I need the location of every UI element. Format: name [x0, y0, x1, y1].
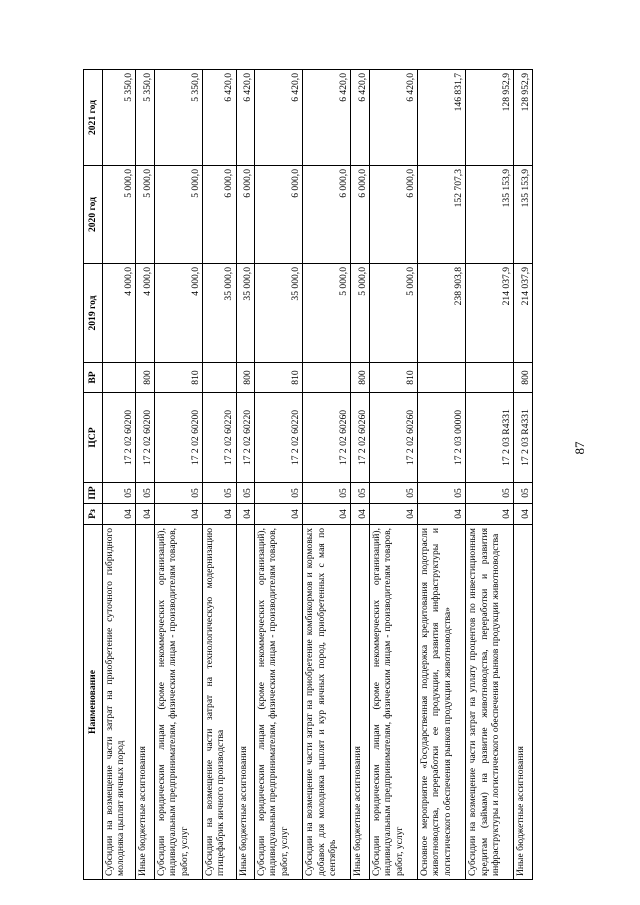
page-number: 87	[572, 441, 587, 455]
cell-csr: 17 2 02 60220	[203, 393, 236, 483]
cell-y2019: 5 000,0	[351, 264, 370, 363]
table-row	[418, 70, 466, 880]
cell-pr: 05	[514, 483, 533, 504]
cell-y2020: 6 000,0	[351, 166, 370, 264]
cell-y2019: 4 000,0	[136, 264, 155, 363]
cell-y2019: 214 037,9	[514, 264, 533, 363]
cell-rz: 04	[351, 504, 370, 525]
cell-vr	[418, 363, 466, 393]
cell-pr: 05	[255, 483, 303, 504]
cell-csr: 17 2 03 R4331	[466, 393, 514, 483]
cell-y2020: 135 153,9	[514, 166, 533, 264]
cell-rz: 04	[255, 504, 303, 525]
cell-pr: 05	[136, 483, 155, 504]
cell-rz: 04	[236, 504, 255, 525]
cell-name: Субсидии юридическим лицам (кроме некоммерческих организаций), индивидуальным предпринимателям, физическим лицам - производителям товаров, работ, услуг	[370, 525, 418, 880]
cell-vr: 810	[255, 363, 303, 393]
header-2019: 2019 год	[84, 264, 103, 363]
cell-y2021: 5 350,0	[155, 70, 203, 166]
cell-pr: 05	[236, 483, 255, 504]
cell-name: Субсидии юридическим лицам (кроме некоммерческих организаций), индивидуальным предпринимателям, физическим лицам - производителям товаров, работ, услуг	[155, 525, 203, 880]
cell-y2020: 6 000,0	[370, 166, 418, 264]
table-row	[466, 70, 514, 880]
cell-y2020: 152 707,3	[418, 166, 466, 264]
cell-y2021: 6 420,0	[236, 70, 255, 166]
table-row	[236, 70, 255, 880]
cell-y2019: 4 000,0	[155, 264, 203, 363]
cell-pr: 05	[418, 483, 466, 504]
cell-name: Субсидии на возмещение части затрат на приобретение суточного гибридного молодняка цыплят яичных пород	[103, 525, 136, 880]
cell-y2019: 35 000,0	[203, 264, 236, 363]
cell-rz: 04	[203, 504, 236, 525]
cell-vr: 800	[136, 363, 155, 393]
cell-y2020: 135 153,9	[466, 166, 514, 264]
cell-csr: 17 2 03 R4331	[514, 393, 533, 483]
cell-vr	[203, 363, 236, 393]
cell-y2021: 146 831,7	[418, 70, 466, 166]
cell-pr: 05	[351, 483, 370, 504]
cell-csr: 17 2 02 60260	[303, 393, 351, 483]
cell-name: Субсидии на возмещение части затрат на приобретение комбикормов и кормовых добавок для молодняка цыплят и кур яичных пород, приобретенных с мая по сентябрь	[303, 525, 351, 880]
cell-y2020: 6 000,0	[236, 166, 255, 264]
cell-name: Основное мероприятие «Государственная поддержка кредитования подотрасли животноводства, переработки ее продукции, развития инфраструктуры и логистического обеспечения рынков продукции животноводства»	[418, 525, 466, 880]
header-pr: ПР	[84, 483, 103, 504]
table-row	[351, 70, 370, 880]
cell-vr	[103, 363, 136, 393]
cell-csr: 17 2 02 60220	[236, 393, 255, 483]
header-2021: 2021 год	[84, 70, 103, 166]
cell-y2021: 6 420,0	[255, 70, 303, 166]
cell-y2019: 5 000,0	[303, 264, 351, 363]
cell-rz: 04	[466, 504, 514, 525]
table-row	[303, 70, 351, 880]
cell-y2021: 6 420,0	[351, 70, 370, 166]
cell-name: Субсидии на возмещение части затрат на уплату процентов по инвестиционным кредитам (займам) на развитие животноводства, переработки и развития инфраструктуры и логистического обеспечения рынков продукции животноводства	[466, 525, 514, 880]
table-row	[136, 70, 155, 880]
header-2020: 2020 год	[84, 166, 103, 264]
cell-y2020: 5 000,0	[155, 166, 203, 264]
cell-name: Субсидии юридическим лицам (кроме некоммерческих организаций), индивидуальным предпринимателям, физическим лицам - производителям товаров, работ, услуг	[255, 525, 303, 880]
cell-vr	[466, 363, 514, 393]
cell-y2019: 238 903,8	[418, 264, 466, 363]
cell-y2020: 5 000,0	[103, 166, 136, 264]
cell-vr: 800	[236, 363, 255, 393]
table-row	[155, 70, 203, 880]
cell-pr: 05	[203, 483, 236, 504]
cell-name: Иные бюджетные ассигнования	[236, 525, 255, 880]
cell-csr: 17 2 03 00000	[418, 393, 466, 483]
cell-csr: 17 2 02 60260	[351, 393, 370, 483]
cell-csr: 17 2 02 60220	[255, 393, 303, 483]
cell-vr: 800	[514, 363, 533, 393]
budget-table	[83, 69, 533, 880]
table-header-row	[84, 70, 103, 880]
cell-y2021: 6 420,0	[203, 70, 236, 166]
cell-y2019: 5 000,0	[370, 264, 418, 363]
rotated-page-content	[83, 70, 533, 880]
table-row	[255, 70, 303, 880]
cell-name: Иные бюджетные ассигнования	[351, 525, 370, 880]
cell-csr: 17 2 02 60260	[370, 393, 418, 483]
table-row	[103, 70, 136, 880]
cell-rz: 04	[303, 504, 351, 525]
cell-rz: 04	[418, 504, 466, 525]
cell-y2019: 35 000,0	[255, 264, 303, 363]
cell-vr: 800	[351, 363, 370, 393]
cell-pr: 05	[303, 483, 351, 504]
table-row	[370, 70, 418, 880]
cell-pr: 05	[155, 483, 203, 504]
table-row	[203, 70, 236, 880]
cell-y2020: 6 000,0	[203, 166, 236, 264]
table-row	[514, 70, 533, 880]
header-vr: ВР	[84, 363, 103, 393]
cell-rz: 04	[155, 504, 203, 525]
cell-pr: 05	[466, 483, 514, 504]
cell-y2019: 4 000,0	[103, 264, 136, 363]
cell-vr	[303, 363, 351, 393]
cell-rz: 04	[136, 504, 155, 525]
cell-name: Иные бюджетные ассигнования	[514, 525, 533, 880]
cell-rz: 04	[514, 504, 533, 525]
cell-y2021: 5 350,0	[136, 70, 155, 166]
cell-pr: 05	[103, 483, 136, 504]
cell-y2021: 6 420,0	[303, 70, 351, 166]
cell-vr: 810	[155, 363, 203, 393]
header-csr: ЦСР	[84, 393, 103, 483]
cell-y2021: 6 420,0	[370, 70, 418, 166]
cell-y2020: 6 000,0	[303, 166, 351, 264]
cell-rz: 04	[370, 504, 418, 525]
cell-name: Субсидии на возмещение части затрат на технологическую модернизацию птицефабрик яичного производства	[203, 525, 236, 880]
header-name: Наименование	[84, 525, 103, 880]
cell-y2020: 5 000,0	[136, 166, 155, 264]
cell-csr: 17 2 02 60200	[103, 393, 136, 483]
cell-y2019: 214 037,9	[466, 264, 514, 363]
cell-y2021: 128 952,9	[514, 70, 533, 166]
cell-y2021: 5 350,0	[103, 70, 136, 166]
cell-csr: 17 2 02 60200	[155, 393, 203, 483]
cell-y2020: 6 000,0	[255, 166, 303, 264]
header-rz: Рз	[84, 504, 103, 525]
cell-rz: 04	[103, 504, 136, 525]
cell-y2019: 35 000,0	[236, 264, 255, 363]
cell-y2021: 128 952,9	[466, 70, 514, 166]
cell-csr: 17 2 02 60200	[136, 393, 155, 483]
cell-vr: 810	[370, 363, 418, 393]
cell-pr: 05	[370, 483, 418, 504]
cell-name: Иные бюджетные ассигнования	[136, 525, 155, 880]
